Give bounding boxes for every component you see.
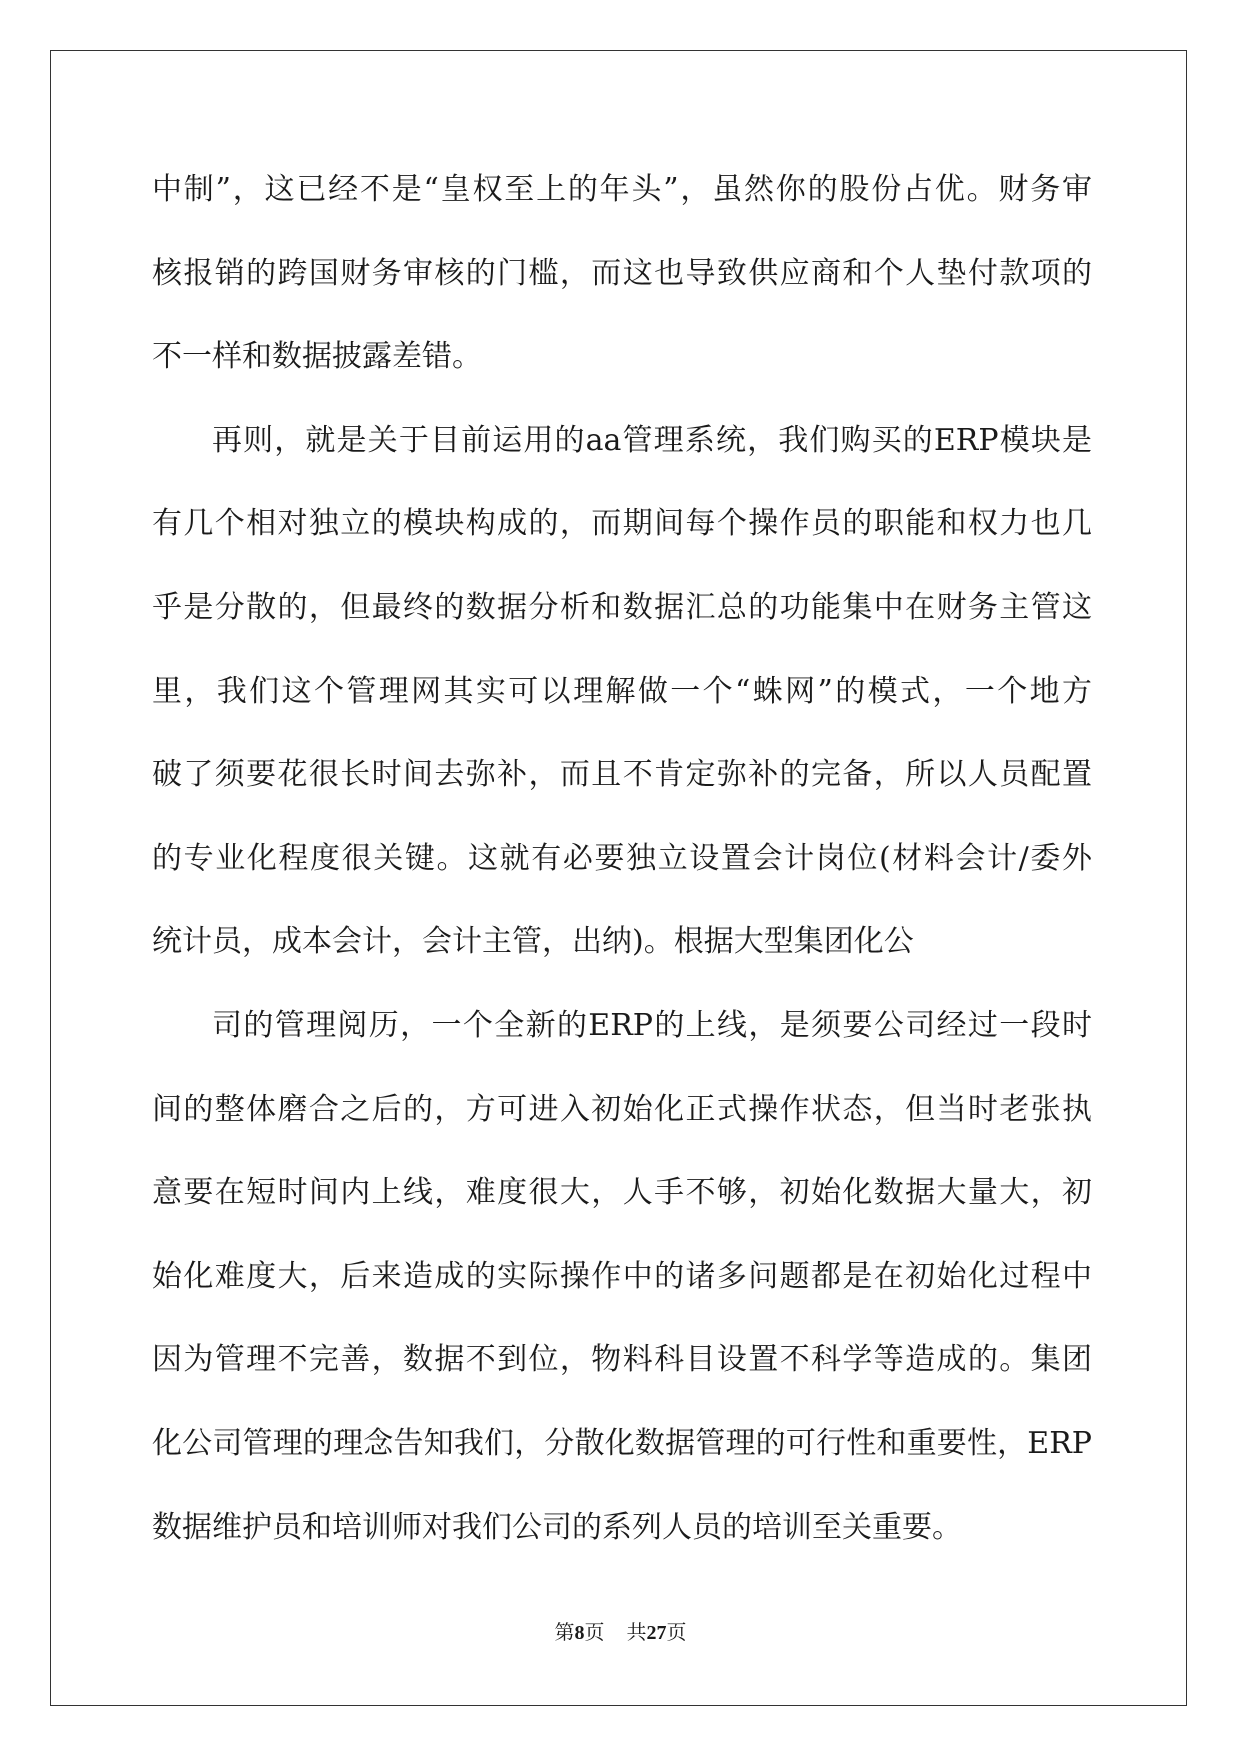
text-line: 的专业化程度很关键。这就有必要独立设置会计岗位(材料会计/委外 xyxy=(152,840,1092,876)
text-line: 司的管理阅历，一个全新的ERP的上线，是须要公司经过一段时 xyxy=(212,1007,1092,1043)
text-line: 里，我们这个管理网其实可以理解做一个“蛛网”的模式，一个地方 xyxy=(152,673,1092,709)
page-footer xyxy=(0,1616,1241,1645)
text-line: 中制”，这已经不是“皇权至上的年头”，虽然你的股份占优。财务审 xyxy=(152,172,1092,207)
text-line: 始化难度大，后来造成的实际操作中的诸多问题都是在初始化过程中 xyxy=(152,1258,1092,1294)
text-line: 间的整体磨合之后的，方可进入初始化正式操作状态，但当时老张执 xyxy=(152,1091,1092,1127)
page-prefix: 第 xyxy=(554,1622,575,1644)
total-suffix: 页 xyxy=(666,1622,687,1644)
text-line: 破了须要花很长时间去弥补，而且不肯定弥补的完备，所以人员配置 xyxy=(152,757,1092,793)
text-line: 化公司管理的理念告知我们，分散化数据管理的可行性和重要性，ERP xyxy=(152,1425,1092,1461)
text-line: 再则，就是关于目前运用的aa管理系统，我们购买的ERP模块是 xyxy=(212,422,1092,458)
page-number: 8 xyxy=(574,1622,585,1644)
text-line: 统计员，成本会计，会计主管，出纳)。根据大型集团化公 xyxy=(152,924,914,960)
total-pages: 27 xyxy=(646,1622,667,1644)
total-prefix: 共 xyxy=(626,1622,647,1644)
text-line: 因为管理不完善，数据不到位，物料科目设置不科学等造成的。集团 xyxy=(152,1342,1092,1378)
page-suffix: 页 xyxy=(584,1622,605,1644)
text-line: 意要在短时间内上线，难度很大，人手不够，初始化数据大量大，初 xyxy=(152,1175,1092,1211)
text-line: 不一样和数据披露差错。 xyxy=(152,339,482,375)
document-body xyxy=(152,164,1092,1585)
text-line: 有几个相对独立的模块构成的，而期间每个操作员的职能和权力也几 xyxy=(152,506,1092,542)
text-line: 核报销的跨国财务审核的门槛，而这也导致供应商和个人垫付款项的 xyxy=(152,255,1092,291)
text-line: 数据维护员和培训师对我们公司的系列人员的培训至关重要。 xyxy=(152,1509,962,1545)
text-line: 乎是分散的，但最终的数据分析和数据汇总的功能集中在财务主管这 xyxy=(152,589,1092,625)
